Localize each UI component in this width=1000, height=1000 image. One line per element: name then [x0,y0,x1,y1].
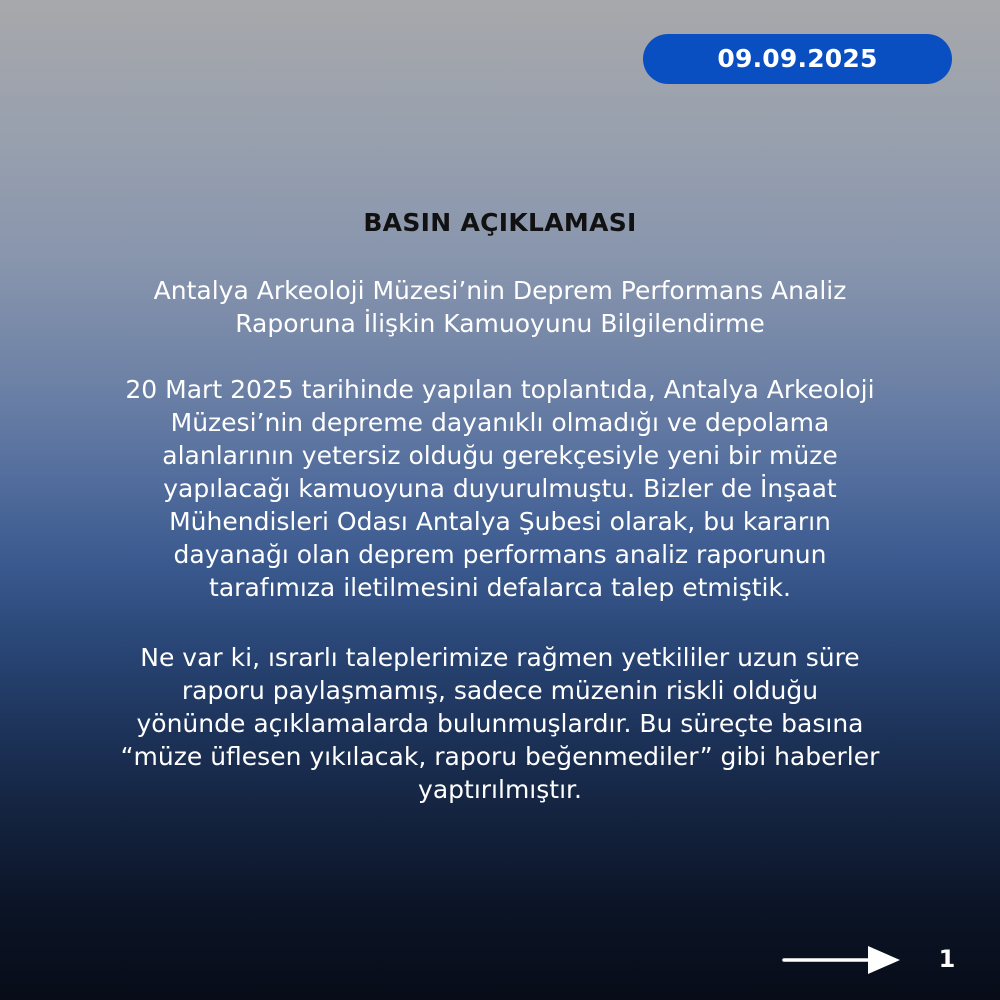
paragraph-line: alanlarının yetersiz olduğu gerekçesiyle yeni bir müze [162,441,838,470]
paragraph-line: Mühendisleri Odası Antalya Şubesi olarak, bu kararın [169,507,831,536]
paragraph-line: yönünde açıklamalarda bulunmuşlardır. Bu süreçte basına [136,709,864,738]
paragraph-line: 20 Mart 2025 tarihinde yapılan toplantıda, Antalya Arkeoloji [125,375,875,404]
paragraph-line: Müzesi’nin depreme dayanıklı olmadığı ve depolama [170,408,830,437]
date-badge: 09.09.2025 [643,34,952,84]
subtitle-line: Raporuna İlişkin Kamuoyunu Bilgilendirme [235,309,765,338]
document-subtitle [40,274,960,340]
paragraph-line: “müze üflesen yıkılacak, raporu beğenmediler” gibi haberler [120,742,880,771]
paragraph-line: tarafımıza iletilmesini defalarca talep etmiştik. [209,573,791,602]
paragraph-line: raporu paylaşmamış, sadece müzenin riskli olduğu [181,676,819,705]
paragraph-line: Ne var ki, ısrarlı taleplerimize rağmen yetkililer uzun süre [140,643,860,672]
page-number: 1 [938,945,956,973]
document-title: BASIN AÇIKLAMASI [363,208,637,237]
subtitle-line: Antalya Arkeoloji Müzesi’nin Deprem Performans Analiz [153,276,847,305]
paragraph-line: yaptırılmıştır. [418,775,582,804]
press-release-body [40,206,960,806]
paragraph-1 [40,373,960,604]
paragraph-line: yapılacağı kamuoyuna duyurulmuştu. Bizler de İnşaat [163,474,837,503]
arrow-right-icon[interactable] [782,944,904,976]
paragraph-line: dayanağı olan deprem performans analiz raporunun [173,540,827,569]
paragraph-2 [40,641,960,806]
